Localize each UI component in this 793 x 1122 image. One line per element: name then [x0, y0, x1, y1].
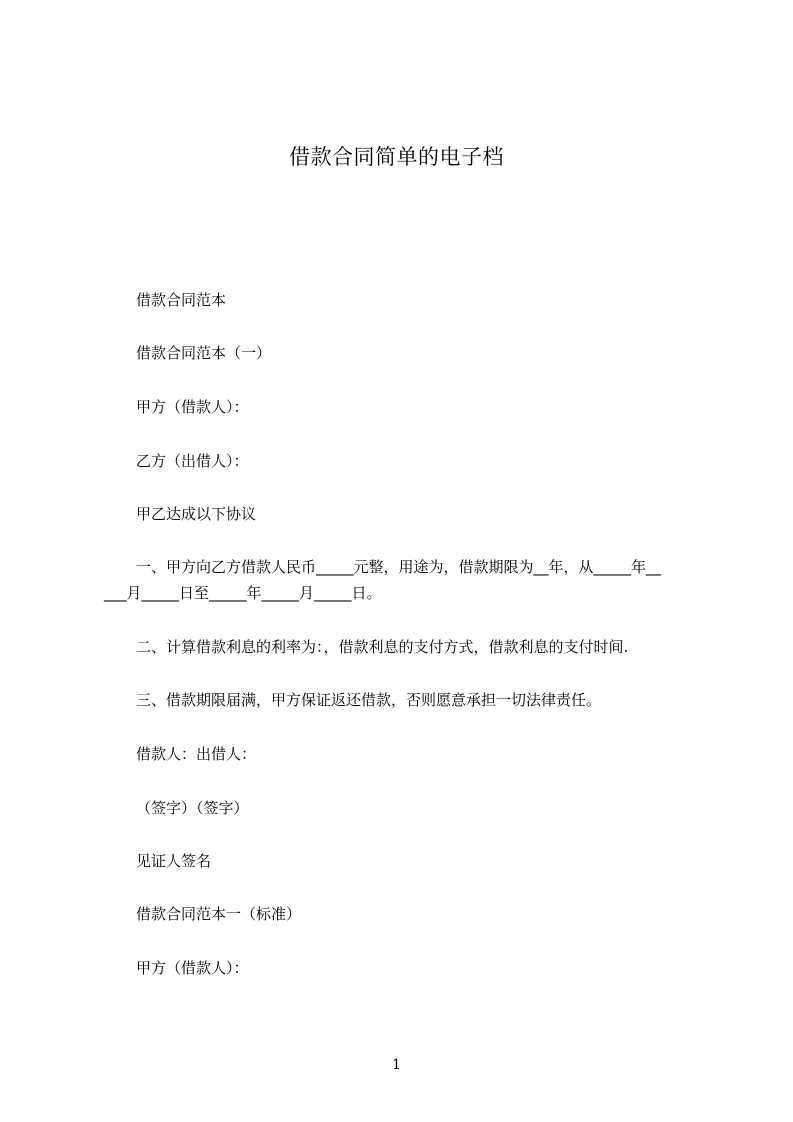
paragraph-sample-one: 借款合同范本（一） [136, 344, 272, 362]
paragraph-party-a-repeat: 甲方（借款人）： [136, 959, 249, 977]
paragraph-standard-sample: 借款合同范本一（标准） [136, 905, 302, 923]
paragraph-signature-lines: （签字）（签字） [136, 799, 249, 817]
paragraph-party-b: 乙方（出借人）： [136, 452, 249, 470]
paragraph-signatories: 借款人：出借人： [136, 745, 257, 763]
paragraph-clause-one-continued: ___月_____日至_____年_____月_____日。 [104, 584, 382, 602]
paragraph-sample-heading: 借款合同范本 [136, 291, 227, 309]
paragraph-agreement-intro: 甲乙达成以下协议 [136, 505, 257, 523]
paragraph-clause-three: 三、借款期限届满，甲方保证返还借款，否则愿意承担一切法律责任。 [136, 691, 602, 709]
paragraph-party-a: 甲方（借款人）： [136, 398, 249, 416]
document-title: 借款合同简单的电子档 [289, 145, 504, 169]
paragraph-witness-signature: 见证人签名 [136, 852, 212, 870]
page-number: 1 [392, 1057, 401, 1073]
paragraph-clause-two: 二、计算借款利息的利率为：，借款利息的支付方式，借款利息的支付时间. [136, 638, 629, 656]
paragraph-clause-one: 一、甲方向乙方借款人民币_____元整，用途为，借款期限为__年，从_____年__ [136, 558, 662, 576]
